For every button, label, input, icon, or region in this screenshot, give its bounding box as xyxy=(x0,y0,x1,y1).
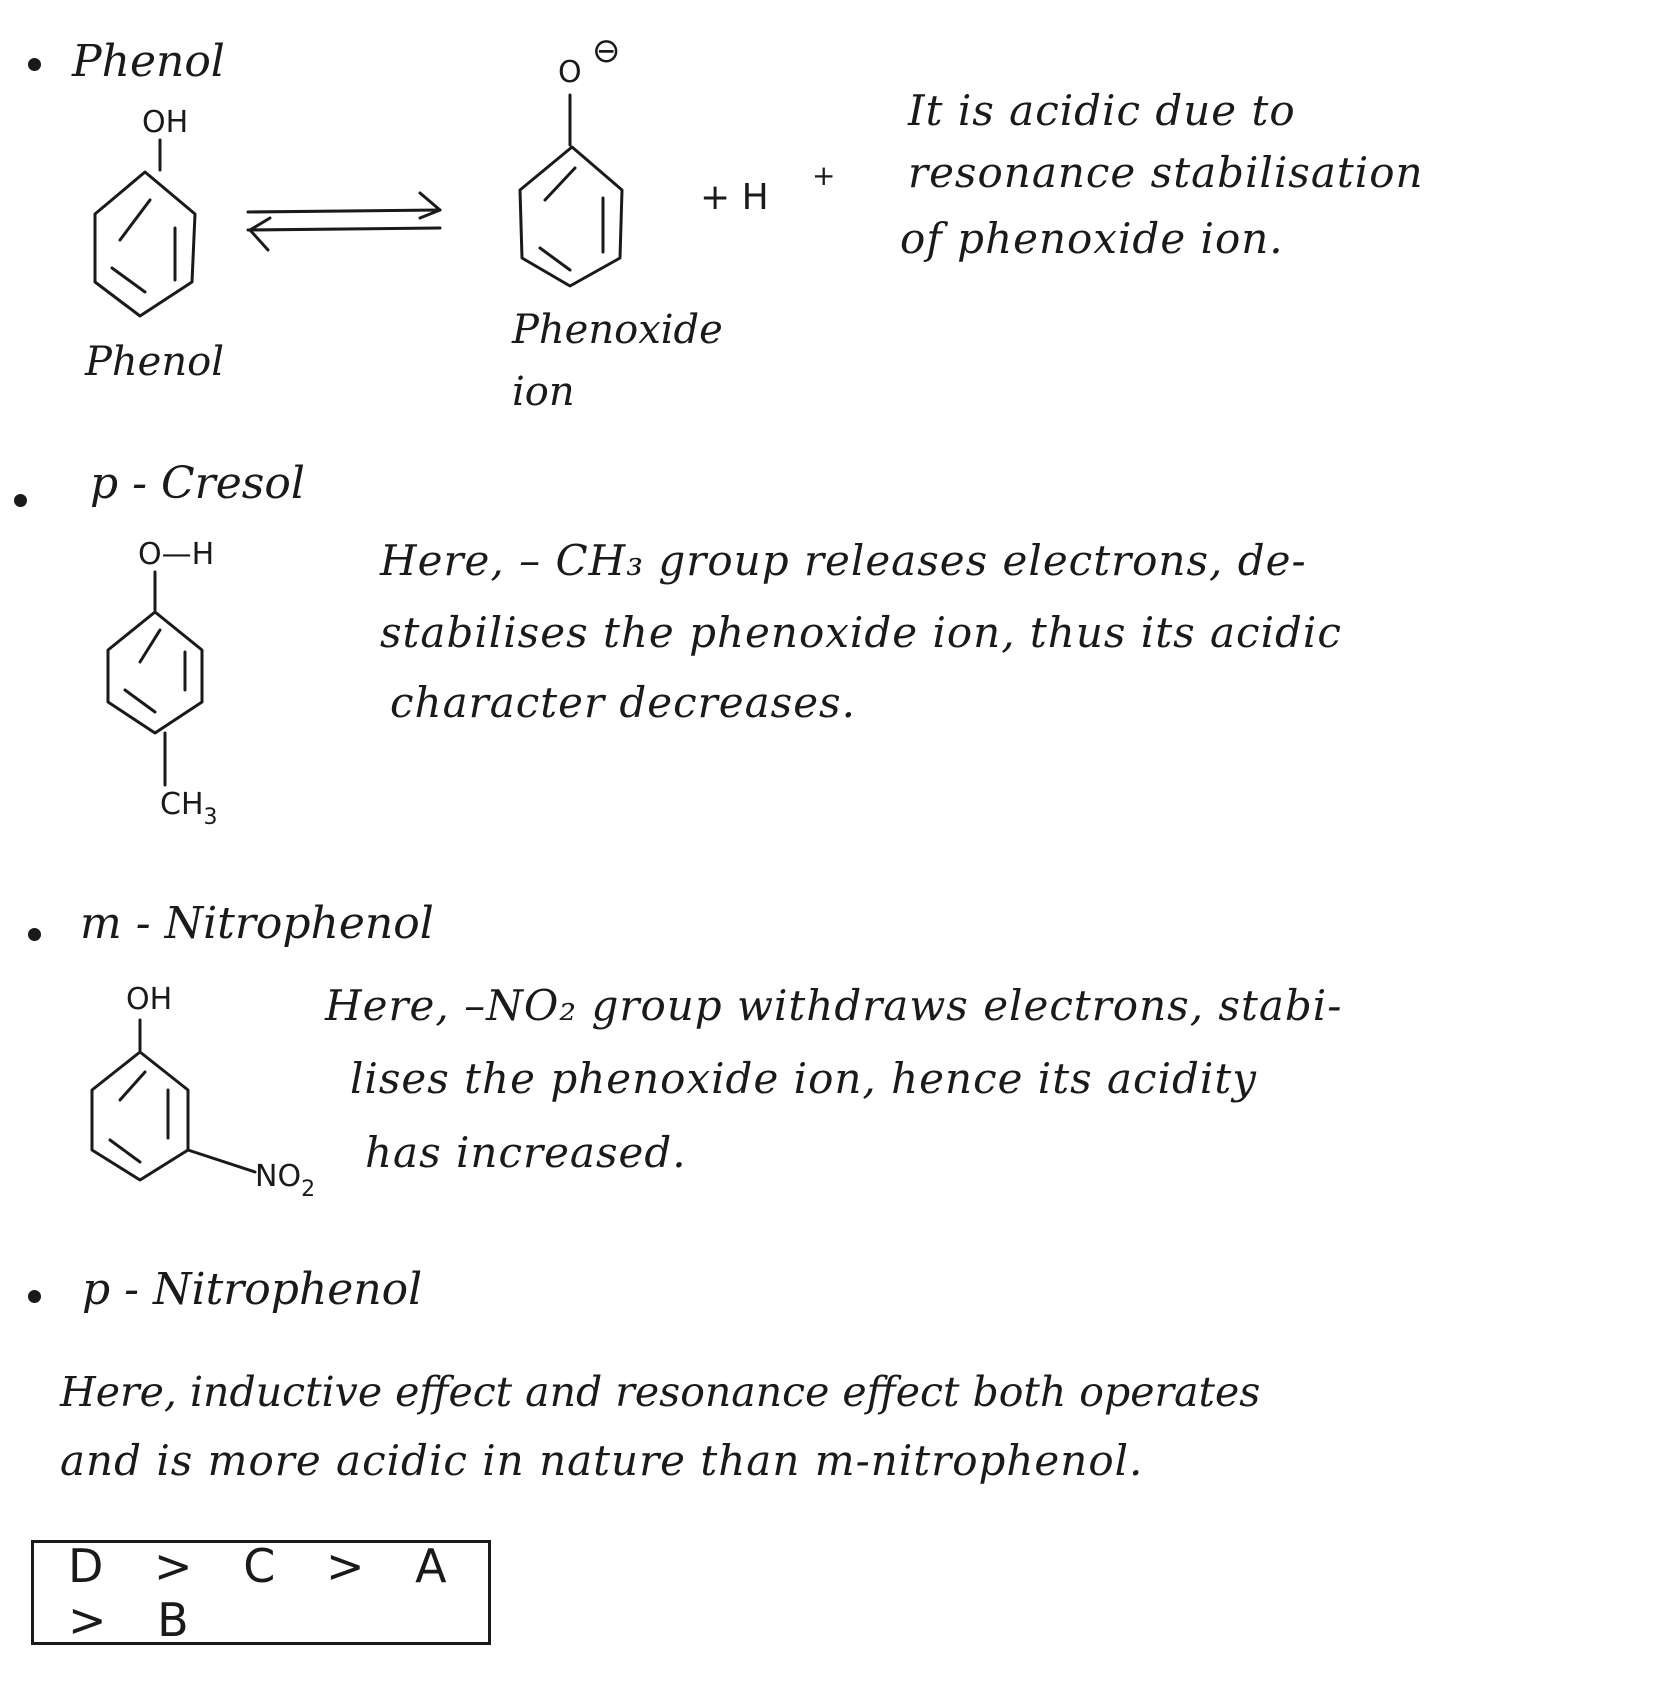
heading-phenol: Phenol xyxy=(72,36,225,87)
equilibrium-arrows xyxy=(248,193,440,250)
m-nitrophenol-text-line2: lises the phenoxide ion, hence its acidity xyxy=(350,1054,1257,1103)
phenoxide-label-line1: Phenoxide xyxy=(512,307,723,353)
answer-order-box: D > C > A > B xyxy=(31,1540,491,1645)
m-nitrophenol-text-line1: Here, –NO₂ group withdraws electrons, stabi- xyxy=(325,981,1343,1030)
m-nitrophenol-no2-label xyxy=(255,1159,316,1202)
p-cresol-text-line2: stabilises the phenoxide ion, thus its acidic xyxy=(380,608,1342,657)
proton-charge: + xyxy=(812,159,836,192)
heading-p-nitrophenol: p - Nitrophenol xyxy=(82,1264,423,1315)
plus-proton-label: + H xyxy=(700,177,769,218)
ch3-subscript: 3 xyxy=(203,805,218,830)
phenoxide-ring xyxy=(520,95,622,286)
phenoxide-label-line2: ion xyxy=(512,369,575,415)
bullet-m-nitrophenol xyxy=(28,928,41,941)
p-cresol-text-line3: character decreases. xyxy=(390,678,856,727)
bullet-p-cresol xyxy=(14,494,27,507)
heading-m-nitrophenol: m - Nitrophenol xyxy=(80,898,434,949)
no2-text: NO xyxy=(255,1159,302,1194)
negative-charge-symbol: ⊖ xyxy=(592,31,621,71)
phenol-ring xyxy=(95,140,195,316)
phenol-name-label: Phenol xyxy=(85,339,224,385)
p-cresol-oh-label: O—H xyxy=(138,537,215,572)
m-nitrophenol-ring xyxy=(92,1020,255,1180)
phenol-note-line3: of phenoxide ion. xyxy=(900,214,1284,263)
bullet-phenol xyxy=(28,58,41,71)
phenoxide-oxygen-label: O xyxy=(558,55,582,90)
phenol-note-line1: It is acidic due to xyxy=(908,86,1296,135)
m-nitrophenol-text-line3: has increased. xyxy=(365,1128,687,1177)
p-nitrophenol-text-line2: and is more acidic in nature than m-nitrophenol. xyxy=(60,1436,1144,1485)
heading-p-cresol: p - Cresol xyxy=(90,458,305,509)
phenol-oh-label: OH xyxy=(142,105,189,140)
no2-subscript: 2 xyxy=(301,1177,316,1202)
m-nitrophenol-oh-label: OH xyxy=(126,982,173,1017)
ch3-text: CH xyxy=(160,787,204,822)
bullet-p-nitrophenol xyxy=(28,1290,41,1303)
p-cresol-ring xyxy=(108,572,202,785)
phenol-note-line2: resonance stabilisation xyxy=(908,148,1424,197)
p-nitrophenol-text-line1: Here, inductive effect and resonance effect both operates xyxy=(60,1368,1261,1416)
p-cresol-text-line1: Here, – CH₃ group releases electrons, de- xyxy=(380,536,1307,585)
p-cresol-ch3-label xyxy=(160,787,218,830)
